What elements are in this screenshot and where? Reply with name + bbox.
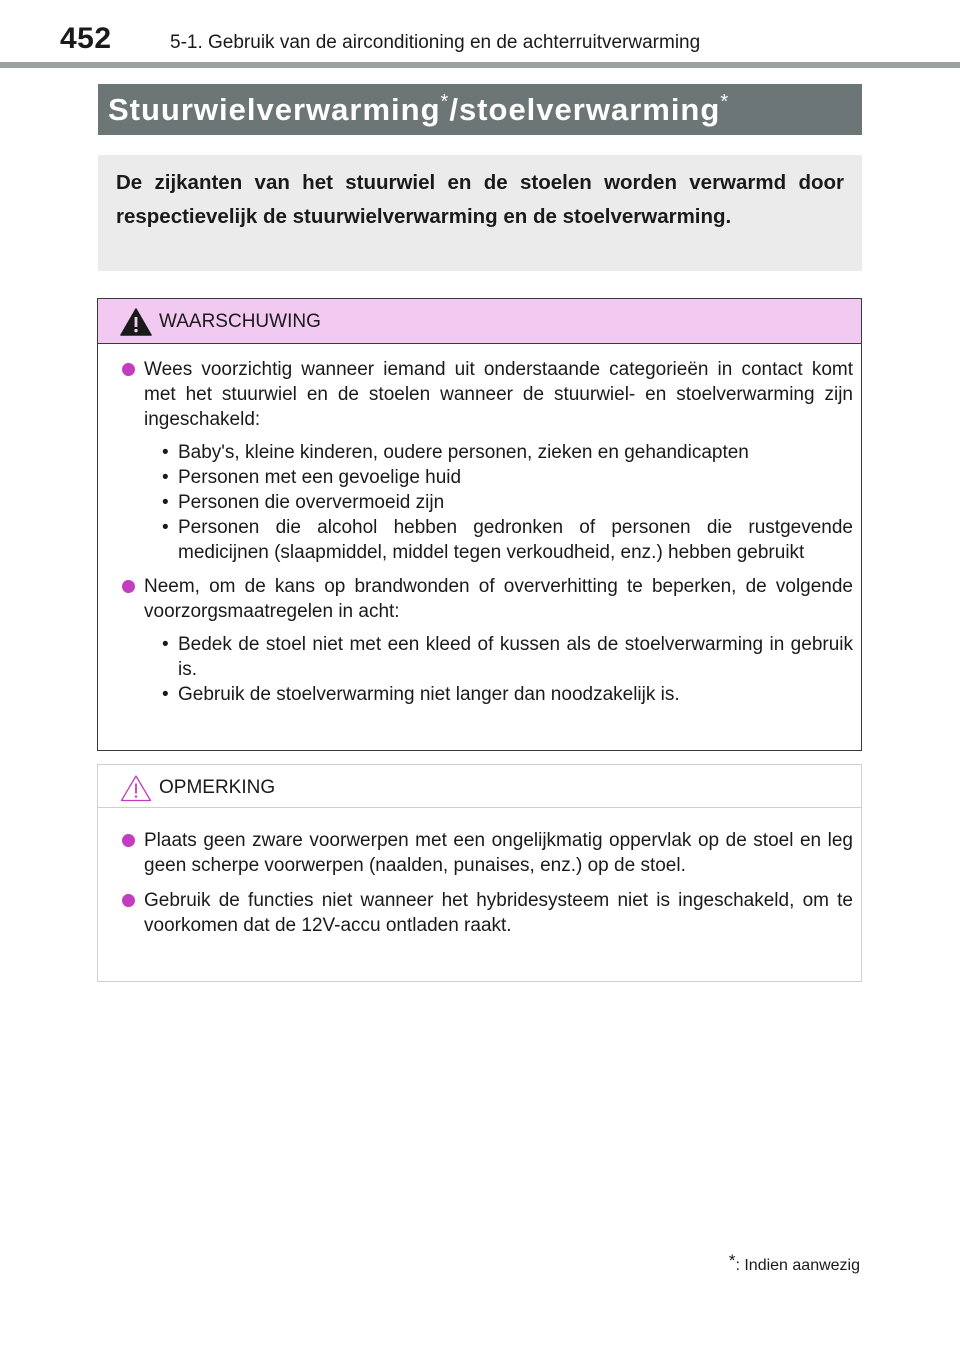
chapter-title: 5-1. Gebruik van de airconditioning en de achterruitverwarming <box>170 32 701 53</box>
note-item-text: Gebruik de functies niet wanneer het hybridesysteem niet is ingeschakeld, om te voorkomen dat de 12V-accu ontladen raakt. <box>144 890 853 936</box>
warning-triangle-icon <box>120 308 152 336</box>
warning-item <box>122 357 853 432</box>
warning-label: WAARSCHUWING <box>159 311 321 332</box>
caution-triangle-icon <box>120 774 152 802</box>
bullet-dot-icon <box>122 894 135 907</box>
warning-header <box>98 299 861 344</box>
warning-subitem: • Personen die alcohol hebben gedronken of personen die rustgevende medicijnen (slaapmiddel, middel tegen verkoudheid, enz.) hebben gebruikt <box>162 515 853 565</box>
note-header <box>98 765 861 808</box>
bullet-dot-icon <box>122 363 135 376</box>
asterisk-mark: * <box>728 1251 736 1270</box>
bullet-dot-icon <box>122 580 135 593</box>
section-title <box>98 84 862 135</box>
page-number: 452 <box>60 22 112 55</box>
asterisk-mark: * <box>440 91 450 113</box>
asterisk-mark: * <box>720 91 730 113</box>
warning-body <box>98 344 861 707</box>
note-item <box>122 828 853 878</box>
footnote-text: : Indien aanwezig <box>735 1257 860 1274</box>
section-title-part1: Stuurwielverwarming <box>108 92 441 127</box>
note-label: OPMERKING <box>159 777 276 798</box>
warning-subitem: • Baby's, kleine kinderen, oudere personen, zieken en gehandicapten <box>162 440 853 465</box>
warning-subitem: • Gebruik de stoelverwarming niet langer dan noodzakelijk is. <box>162 682 853 707</box>
header-rule <box>0 62 960 68</box>
intro-text: De zijkanten van het stuurwiel en de stoelen worden verwarmd door respectievelijk de stuurwielverwarming en de stoelverwarming. <box>98 155 862 271</box>
note-item <box>122 888 853 938</box>
warning-item <box>122 574 853 624</box>
warning-box <box>97 298 862 751</box>
note-body <box>98 808 861 938</box>
warning-sublist <box>122 440 853 565</box>
footnote <box>728 1251 860 1275</box>
warning-item-text: Neem, om de kans op brandwonden of oververhitting te beperken, de volgende voorzorgsmaatregelen in acht: <box>144 576 853 622</box>
warning-item-text: Wees voorzichtig wanneer iemand uit onderstaande categorieën in contact komt met het stuurwiel en de stoelen wanneer de stuurwiel- en stoelverwarming zijn ingeschakeld: <box>144 359 853 430</box>
warning-subitem: • Bedek de stoel niet met een kleed of kussen als de stoelverwarming in gebruik is. <box>162 632 853 682</box>
note-box <box>97 764 862 982</box>
warning-subitem: • Personen die oververmoeid zijn <box>162 490 853 515</box>
warning-sublist <box>122 632 853 707</box>
page-header <box>0 0 960 70</box>
section-title-part2: /stoelverwarming <box>449 92 721 127</box>
bullet-dot-icon <box>122 834 135 847</box>
warning-subitem: • Personen met een gevoelige huid <box>162 465 853 490</box>
note-item-text: Plaats geen zware voorwerpen met een ongelijkmatig oppervlak op de stoel en leg geen scherpe voorwerpen (naalden, punaises, enz.) op de stoel. <box>144 830 853 876</box>
